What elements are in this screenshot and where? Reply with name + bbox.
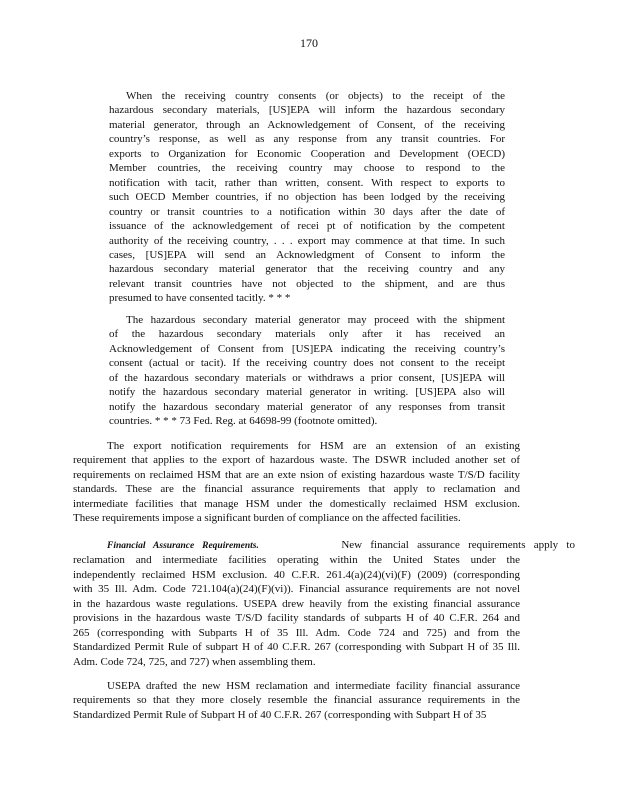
text-line: The hazardous secondary material generator may proceed with the shipment — [126, 314, 505, 326]
text-line: Standardized Permit Rule of subpart H of 40 C.F.R. 267 (corresponding with Subpart H of 35 Ill. — [73, 641, 520, 654]
quote-paragraph-2 — [109, 313, 505, 429]
text-line: standards. These are the financial assurance requirements that apply to reclamation and — [73, 483, 520, 496]
text-line: authority of the receiving country, . . . export may commence at that time. In such — [109, 234, 505, 247]
text-line: requirement that applies to the export of hazardous waste. The DSWR included another set of — [73, 454, 520, 467]
text-line: country or transit countries to a notification within 30 days after the date of — [109, 205, 505, 218]
text-line: presumed to have consented tacitly. * * * — [109, 292, 291, 305]
text-line: of the hazardous secondary materials only after it has received an — [109, 328, 505, 341]
text-line: cases, [US]EPA will send an Acknowledgment of Consent to inform the — [109, 248, 505, 261]
text-line: in the hazardous waste regulations. USEPA drew heavily from the existing financial assurance — [73, 597, 520, 610]
text-line: consent (actual or tacit). If the receiving country does not consent to the receipt — [109, 357, 505, 370]
text-line: Acknowledgement of Consent from [US]EPA indicating the receiving country’s — [109, 342, 505, 355]
text-line: requirements on reclaimed HSM that are an exte nsion of existing hazardous waste T/S/D facility — [73, 468, 520, 481]
text-line: The export notification requirements for HSM are an extension of an existing — [107, 440, 520, 452]
section-heading: Financial Assurance Requirements. — [107, 541, 259, 551]
text-span: New financial assurance requirements apply to — [341, 539, 575, 551]
text-line: exports to Organization for Economic Cooperation and Development (OECD) — [109, 147, 505, 160]
text-line: independently reclaimed HSM exclusion. 40 C.F.R. 261.4(a)(24)(vi)(F) (2009) (corresponding — [73, 568, 520, 581]
text-line: These requirements impose a significant burden of compliance on the affected facilities. — [73, 512, 461, 525]
text-line: 265 (corresponding with Subparts H of 35 Ill. Adm. Code 724 and 725) and from the — [73, 626, 520, 639]
text-line: country’s response, as well as any response from any transit countries. For — [109, 133, 505, 146]
text-line: hazardous secondary material generator that the receiving country and any — [109, 263, 505, 276]
text-line: intermediate facilities that manage HSM under the domestically reclaimed HSM exclusion. — [73, 497, 520, 510]
text-line: with 35 Ill. Adm. Code 721.104(a)(24)(F)(vi)). Financial assurance requirements are not novel — [73, 583, 520, 596]
text-line: requirements so that they more closely resemble the financial assurance requirements in the — [73, 694, 520, 707]
text-line: Member countries, the receiving country may choose to respond to the — [109, 162, 505, 175]
body-paragraph-3 — [73, 679, 520, 722]
quote-paragraph-1 — [109, 89, 505, 306]
text-line: issuance of the acknowledgement of recei pt of notification by the competent — [109, 220, 505, 233]
text-line: notify the hazardous secondary material generator in writing. [US]EPA also will — [109, 386, 505, 399]
page-number: 170 — [300, 36, 318, 50]
text-line: When the receiving country consents (or objects) to the receipt of the — [126, 90, 505, 102]
text-line: Adm. Code 724, 725, and 727) when assembling them. — [73, 655, 316, 668]
text-line: material generator, through an Acknowledgement of Consent, of the receiving — [109, 118, 505, 131]
text-line: relevant transit countries have not objected to the shipment, and are thus — [109, 277, 505, 290]
text-line: reclamation and intermediate facilities operating within the United States under the — [73, 554, 520, 567]
text-line: notification with tacit, rather than written, consent. With respect to exports to — [109, 176, 505, 189]
text-line: such OECD Member countries, if no objection has been lodged by the receiving — [109, 191, 505, 204]
text-line: notify the hazardous secondary material generator of any responses from transit — [109, 400, 505, 413]
text-line: hazardous secondary materials, [US]EPA will inform the hazardous secondary — [109, 104, 505, 117]
body-paragraph-1 — [73, 439, 520, 526]
text-line: of the hazardous secondary materials or withdraws a prior consent, [US]EPA will — [109, 371, 505, 384]
text-line: Standardized Permit Rule of Subpart H of 40 C.F.R. 267 (corresponding with Subpart H of 35 — [73, 708, 487, 721]
text-line: provisions in the hazardous waste T/S/D facility standards of subparts H of 40 C.F.R. 264 and — [73, 612, 520, 625]
text-line: USEPA drafted the new HSM reclamation and intermediate facility financial assurance — [107, 680, 520, 692]
text-line: countries. * * * 73 Fed. Reg. at 64698-99 (footnote omitted). — [109, 415, 378, 428]
text-line — [73, 538, 575, 553]
body-paragraph-2 — [73, 538, 575, 669]
